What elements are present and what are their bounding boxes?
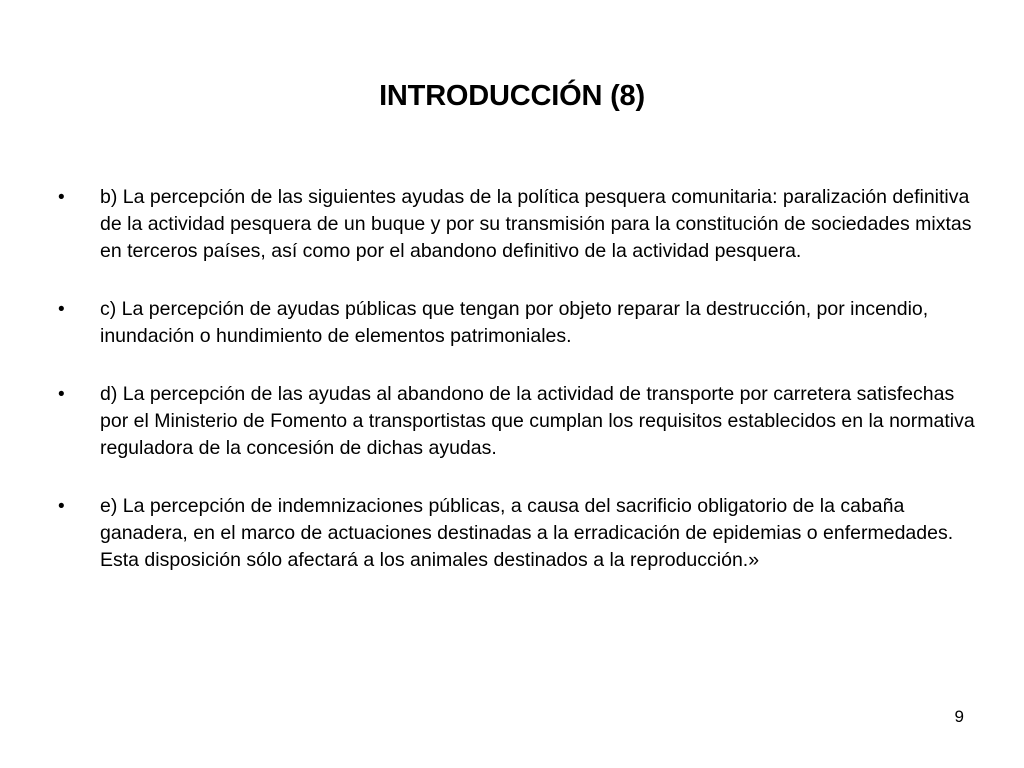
bullet-text: b) La percepción de las siguientes ayudas de la política pesquera comunitaria: paralización definitiva de la actividad pesquera de un buque y por su transmisión para la constitución de sociedades mixtas en terceros países, así como por el abandono definitivo de la actividad pesquera. [100, 186, 972, 262]
bullet-icon: • [58, 496, 65, 517]
list-item [56, 381, 976, 462]
bullet-text: e) La percepción de indemnizaciones públicas, a causa del sacrificio obligatorio de la cabaña ganadera, en el marco de actuaciones destinadas a la erradicación de epidemias o enfermedades. Esta disposición sólo afectará a los animales destinados a la reproducción.» [100, 495, 954, 571]
list-item [56, 493, 976, 574]
bullet-icon: • [58, 384, 65, 405]
bullet-icon: • [58, 187, 65, 208]
list-item [56, 184, 976, 265]
page-number: 9 [954, 707, 964, 726]
slide-title: INTRODUCCIÓN (8) [379, 80, 645, 112]
bullet-icon: • [58, 299, 65, 320]
bullet-text: c) La percepción de ayudas públicas que tengan por objeto reparar la destrucción, por incendio, inundación o hundimiento de elementos patrimoniales. [100, 298, 929, 347]
bullet-list [56, 184, 976, 574]
bullet-text: d) La percepción de las ayudas al abandono de la actividad de transporte por carretera satisfechas por el Ministerio de Fomento a transportistas que cumplan los requisitos establecidos en la normativa reguladora de la concesión de dichas ayudas. [100, 383, 975, 459]
list-item [56, 296, 976, 350]
